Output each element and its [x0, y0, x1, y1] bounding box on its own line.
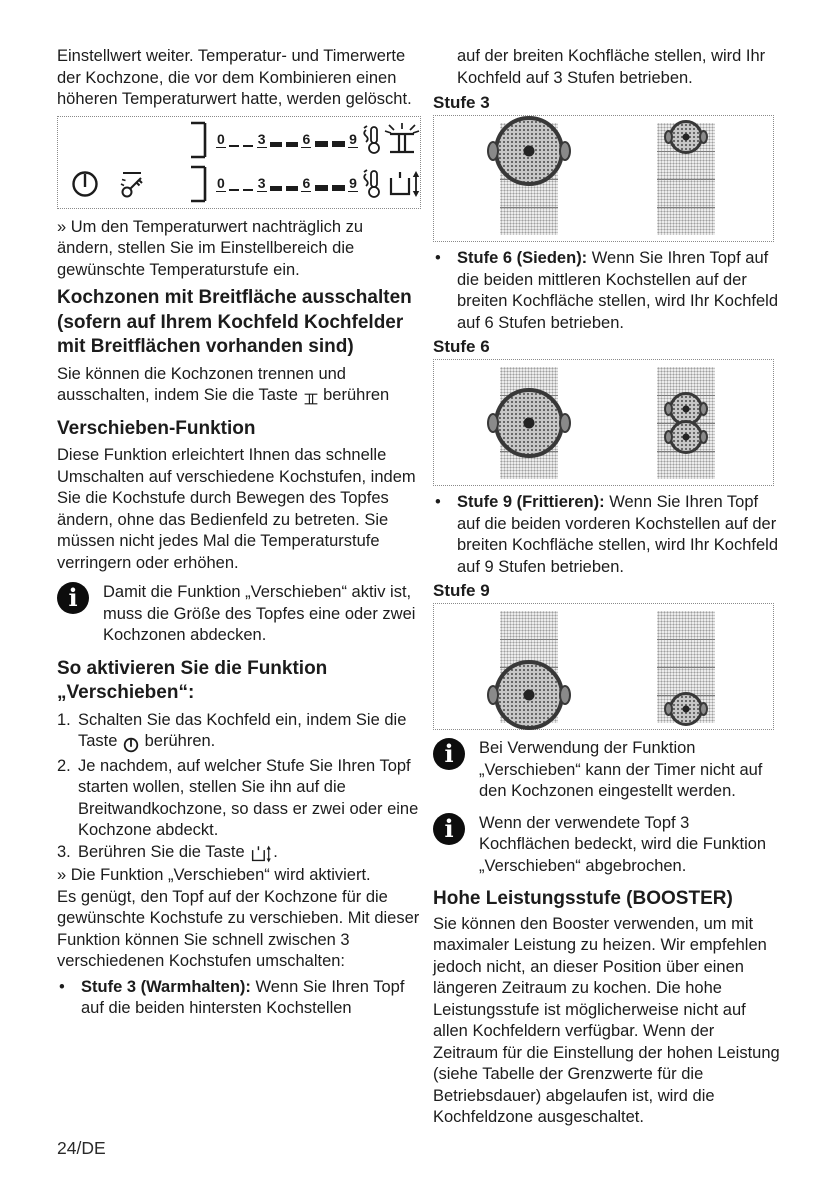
paragraph-shift-description: Diese Funktion erleichtert Ihnen das schnelle Umschalten auf verschiedene Kochstufen, indem Sie die Kochstufe durch Bewegen des Topfes ändern, ohne das Bedienfeld zu betreten. Sie müssen nicht jedes Mal die Temperaturstufe verringern oder erhöhen.: [57, 446, 416, 572]
paragraph-separate-zones: Sie können die Kochzonen trennen und ausschalten, indem Sie die Taste berühren: [57, 364, 423, 410]
pot-handle: [487, 413, 499, 433]
pot-handle: [559, 141, 571, 161]
figure-label-stufe-9: Stufe 9: [433, 581, 490, 600]
pot-handle: [487, 141, 499, 161]
paragraph-shift-usage: Es genügt, den Topf auf der Kochzone für die gewünschte Kochstufe zu verschieben. Mit dieser Funktion können Sie schnell zwischen 3 verschiedenen Kochstufen umschalten:: [57, 887, 420, 970]
scale-number: 3: [257, 175, 266, 191]
info-icon: i: [433, 813, 465, 845]
pot-small: [669, 692, 703, 726]
scale-dash: [243, 189, 253, 192]
panel-row-lower: [58, 162, 420, 207]
scale-dash: [270, 186, 282, 191]
info-note-text: Bei Verwendung der Funktion „Verschieben“ kann der Timer nicht auf den Kochzonen eingestellt werden.: [479, 739, 763, 800]
power-icon: [122, 734, 140, 756]
zone-separator-line: [500, 207, 558, 208]
power-level-scale: [216, 132, 358, 148]
pot-small: [669, 120, 703, 154]
pot-center-dot: [683, 406, 690, 413]
info-note: [433, 738, 783, 803]
pot-handle: [699, 702, 708, 716]
right-column: [433, 46, 783, 1134]
pot-handle: [487, 685, 499, 705]
zone-separator-line: [657, 639, 715, 640]
section-heading-breitflaeche: Kochzonen mit Breitfläche ausschalten (sofern auf Ihrem Kochfeld Kochfelder mit Breitflächen vorhanden sind): [57, 287, 412, 357]
pot-center-dot: [524, 418, 535, 429]
scale-dash: [332, 141, 345, 148]
bridge-zones-blinking-icon: [384, 120, 420, 156]
info-note-text: Damit die Funktion „Verschieben“ aktiv ist, muss die Größe des Topfes eine oder zwei Kochzonen abdecken.: [103, 583, 416, 644]
scale-dash: [286, 186, 298, 191]
paragraph-booster: Sie können den Booster verwenden, um mit maximaler Leistung zu heizen. Wir empfehlen jedoch nicht, an dieser Position über einen längeren Zeitraum zu kochen. Die hohe Leistungsstufe ist möglicherweise nicht auf allen Kochfeldern verfügbar. Wenn der Zeitraum für die Einstellung der hohen Leistung (siehe Tabelle der Grenzwerte für die Betriebsdauer) abgelaufen ist, wird die Kochfeldzone ausgeschaltet.: [433, 914, 780, 1126]
bullet-item-stufe6: • Stufe 6 (Sieden): Wenn Sie Ihren Topf auf die beiden mittleren Kochstellen auf der breiten Kochfläche stellen, wird Ihr Kochfeld auf 6 Stufen betrieben.: [435, 249, 779, 332]
zone-bracket-icon: [188, 120, 208, 160]
hob-figure-stufe-3: [433, 115, 774, 242]
bullet-item-stufe3: • Stufe 3 (Warmhalten): Wenn Sie Ihren Topf auf die beiden hintersten Kochstellen: [59, 977, 405, 1017]
figure-label-stufe-3: Stufe 3: [433, 93, 490, 112]
cooking-strip: [657, 123, 715, 235]
pot-handle: [559, 685, 571, 705]
left-column: [57, 46, 423, 1022]
cooking-strip: [657, 611, 715, 723]
key-lock-icon: [118, 169, 146, 199]
hob-figure-stufe-6: [433, 359, 774, 486]
cooking-strip: [500, 611, 558, 723]
pot-handle: [664, 130, 673, 144]
hob-figure-stufe-9: [433, 603, 774, 730]
pot-handle: [559, 413, 571, 433]
pot-center-dot: [524, 146, 535, 157]
cooking-strip: [500, 367, 558, 479]
scale-dash: [332, 185, 345, 192]
pot-small: [669, 420, 703, 454]
list-item: 1. Schalten Sie das Kochfeld ein, indem Sie die Taste berühren.: [57, 710, 423, 756]
list-item: 3. Berühren Sie die Taste .: [57, 842, 423, 866]
pot-handle: [699, 402, 708, 416]
pot-handle: [699, 430, 708, 444]
info-icon: i: [433, 738, 465, 770]
scale-dash: [229, 145, 239, 148]
page-number: 24/DE: [57, 1138, 106, 1158]
scale-dash: [315, 185, 328, 192]
scale-dash: [286, 142, 298, 147]
pot-center-dot: [683, 706, 690, 713]
paragraph-shift-activated: » Die Funktion „Verschieben“ wird aktiviert.: [57, 866, 371, 884]
section-heading-verschieben: Verschieben-Funktion: [57, 417, 256, 439]
control-panel-figure: [57, 116, 421, 209]
paragraph-combine-note: Einstellwert weiter. Temperatur- und Timerwerte der Kochzone, die vor dem Kombinieren einen höheren Temperaturwert hatte, werden gelöscht.: [57, 47, 412, 108]
shift-function-icon: [386, 170, 422, 198]
bullet-item-stufe9: • Stufe 9 (Frittieren): Wenn Sie Ihren Topf auf die beiden vorderen Kochstellen auf der breiten Kochfläche stellen, wird Ihr Kochfeld auf 9 Stufen betrieben.: [435, 493, 779, 576]
power-icon: [70, 168, 100, 200]
scale-number: 6: [302, 131, 311, 147]
list-item: 2. Je nachdem, auf welcher Stufe Sie Ihren Topf starten wollen, stellen Sie ihn auf die Breitwandkochzone, so dass er zwei oder eine Kochzone abdeckt.: [57, 756, 419, 839]
scale-dash: [315, 141, 328, 148]
scale-number: 3: [257, 131, 266, 147]
cooking-strip: [500, 123, 558, 235]
zone-separator-line: [657, 207, 715, 208]
zone-separator-line: [657, 667, 715, 668]
scale-dash: [243, 145, 253, 148]
info-icon: i: [57, 582, 89, 614]
pot-handle: [664, 702, 673, 716]
scale-number: 0: [217, 175, 225, 191]
pot-handle: [664, 430, 673, 444]
shift-function-icon: [249, 844, 273, 866]
temperature-icon: [360, 125, 380, 155]
pot-large: [494, 388, 564, 458]
info-note: [57, 582, 423, 647]
zone-separator-line: [500, 639, 558, 640]
pot-large: [494, 116, 564, 186]
pot-center-dot: [524, 690, 535, 701]
scale-number: 0: [217, 131, 225, 147]
pot-handle: [664, 402, 673, 416]
info-note-text: Wenn der verwendete Topf 3 Kochflächen bedeckt, wird die Funktion „Verschieben“ abgebrochen.: [479, 813, 767, 875]
pot-handle: [699, 130, 708, 144]
pot-large: [494, 660, 564, 730]
pot-center-dot: [683, 434, 690, 441]
zone-separator-line: [657, 179, 715, 180]
panel-row-upper: [58, 118, 420, 163]
info-note: [433, 813, 783, 878]
scale-number: 9: [349, 175, 357, 191]
scale-dash: [270, 142, 282, 147]
power-level-scale: [216, 176, 358, 192]
temperature-icon: [360, 169, 380, 199]
bridge-zones-icon: [303, 388, 319, 410]
paragraph-change-temperature: » Um den Temperaturwert nachträglich zu ändern, stellen Sie im Einstellbereich die gewünschte Temperaturstufe ein.: [57, 217, 364, 279]
section-heading-booster: Hohe Leistungsstufe (BOOSTER): [433, 888, 733, 909]
pot-center-dot: [683, 134, 690, 141]
cooking-strip: [657, 367, 715, 479]
figure-label-stufe-6: Stufe 6: [433, 337, 490, 356]
paragraph-stufe3-continuation: auf der breiten Kochfläche stellen, wird Ihr Kochfeld auf 3 Stufen betrieben.: [457, 47, 766, 87]
scale-dash: [229, 189, 239, 192]
scale-number: 9: [349, 131, 357, 147]
scale-number: 6: [302, 175, 311, 191]
zone-bracket-icon: [188, 164, 208, 204]
section-heading-aktivieren: So aktivieren Sie die Funktion „Verschieben“:: [57, 657, 328, 703]
